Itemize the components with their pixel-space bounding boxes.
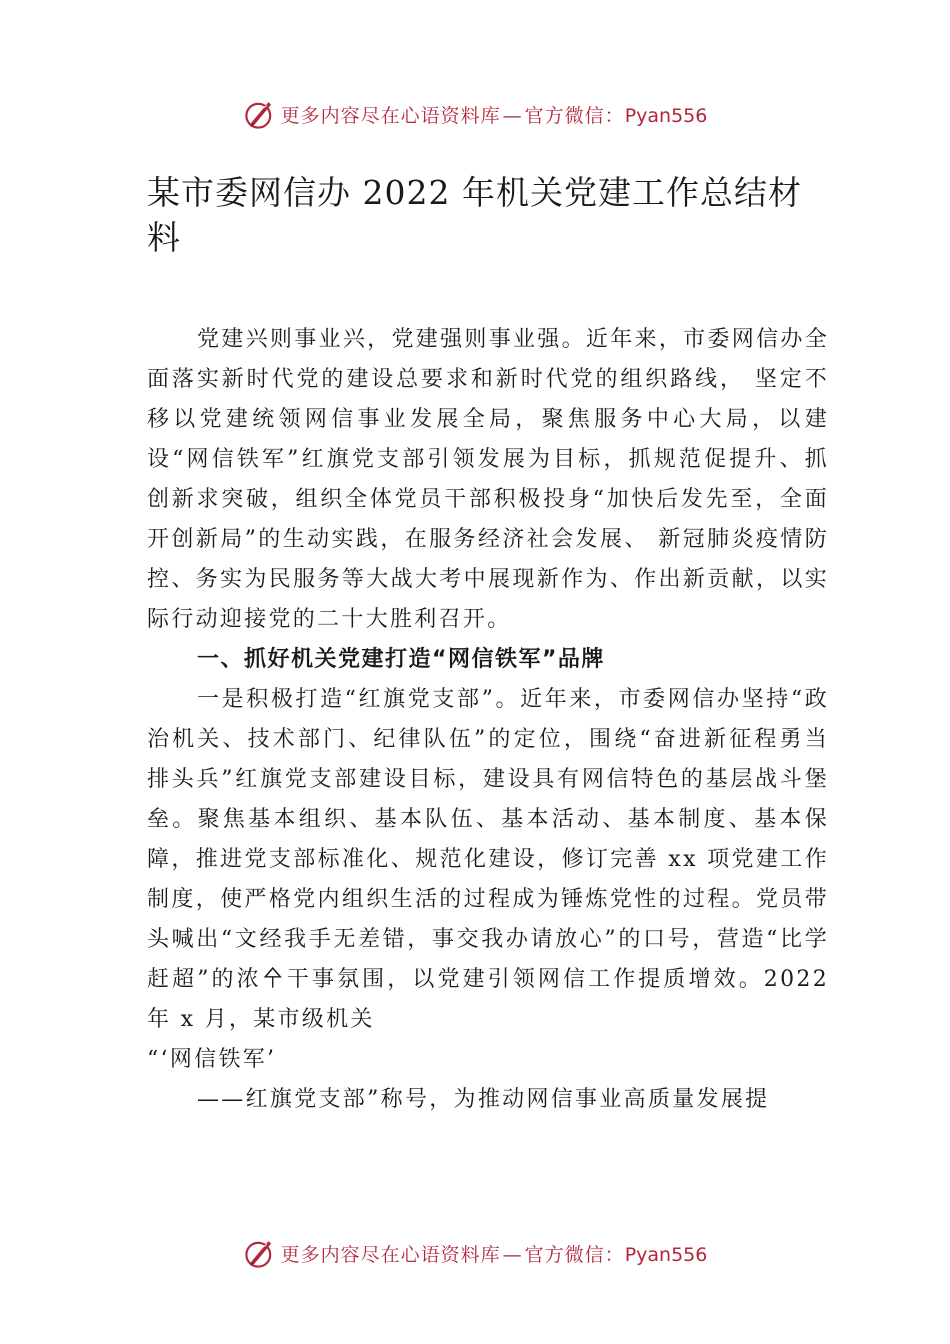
banner-main-text: 更多内容尽在心语资料库 [280,104,501,127]
section-heading-1: 一、抓好机关党建打造“网信铁军”品牌 [197,647,605,672]
paragraph-fragment: “‘网信铁军’ [147,1047,277,1072]
banner-main-text: 更多内容尽在心语资料库 [280,1243,501,1266]
banner-wechat-id: Pyan556 [624,104,708,127]
pen-feather-logo-icon [243,1236,277,1270]
banner-separator: — [502,1243,523,1266]
paragraph-continuation: ——红旗党支部”称号，为推动网信事业高质量发展提 [197,1087,770,1112]
banner-wechat-label: 官方微信： [524,1243,625,1266]
banner-wechat-label: 官方微信： [524,104,625,127]
document-body [147,320,829,1120]
pen-feather-logo-icon [243,97,277,131]
footer-banner [0,1233,950,1273]
banner-wechat-id: Pyan556 [624,1243,708,1266]
paragraph-red-flag-branch: 一是积极打造“红旗党支部”。近年来，市委网信办坚持“政治机关、技术部门、纪律队伍”的定位，围绕“奋进新征程勇当排头兵”红旗党支部建设目标，建设具有网信特色的基层战斗堡垒。聚焦基本组织、基本队伍、基本活动、基本制度、基本保障，推进党支部标准化、规范化建设，修订完善 xx 项党建工作制度，使严格党内组织生活的过程成为锤炼党性的过程。党员带头喊出“文经我手无差错，事交我办请放心”的口号，营造“比学赶超”的浓㐃干事氛围，以党建引领网信工作提质增效。2022 年 x 月，某市级机关 [147,687,829,1032]
banner-separator: — [502,104,523,127]
paragraph-intro: 党建兴则事业兴，党建强则事业强。近年来，市委网信办全面落实新时代党的建设总要求和新时代党的组织路线， 坚定不移以党建统领网信事业发展全局，聚焦服务中心大局，以建设“网信铁军”红旗党支部引领发展为目标，抓规范促提升、抓创新求突破，组织全体党员干部积极投身“加快后发先至，全面开创新局”的生动实践，在服务经济社会发展、 新冠肺炎疫情防控、务实为民服务等大战大考中展现新作为、作出新贡献，以实际行动迎接党的二十大胜利召开。 [147,327,829,632]
banner-text [281,101,708,128]
banner-text [281,1240,708,1267]
document-title: 某市委网信办 2022 年机关党建工作总结材料 [147,173,802,257]
header-banner [0,94,950,134]
